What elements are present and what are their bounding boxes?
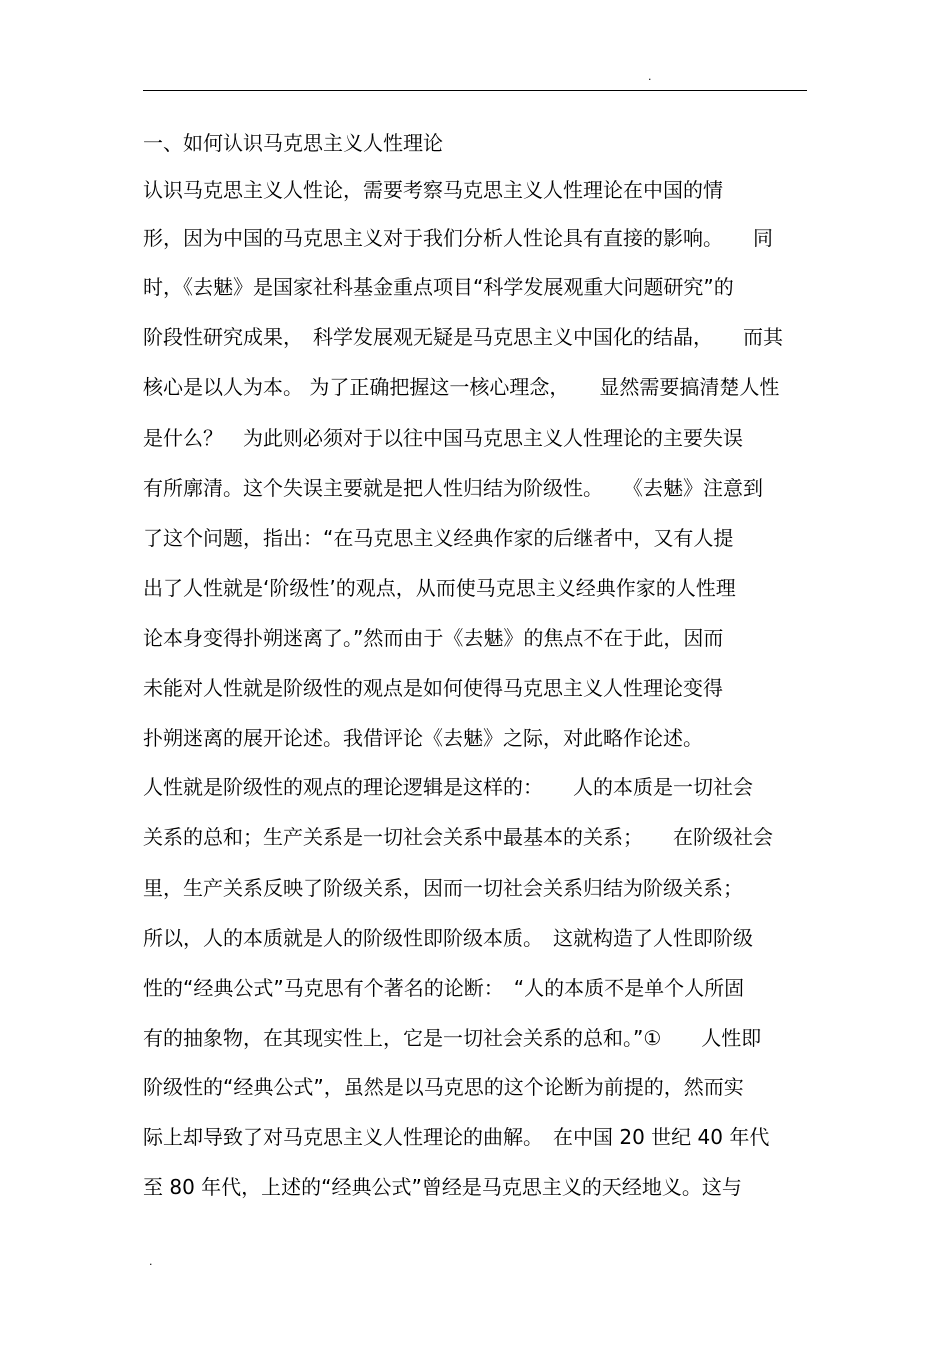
text-line: 出了人性就是‘阶级性’的观点，从而使马克思主义经典作家的人性理 <box>143 576 736 600</box>
text-line: 认识马克思主义人性论，需要考察马克思主义人性理论在中国的情 <box>143 178 723 202</box>
text-line: 是什么？ 为此则必须对于以往中国马克思主义人性理论的主要失误 <box>143 426 743 450</box>
text-line: 阶段性研究成果， 科学发展观无疑是马克思主义中国化的结晶， 而其 <box>143 325 783 349</box>
header-mark: . <box>648 70 652 83</box>
text-line: 性的“经典公式”马克思有个著名的论断： “人的本质不是单个人所固 <box>143 976 745 1000</box>
footer-mark: . <box>149 1255 153 1268</box>
text-line: 际上却导致了对马克思主义人性理论的曲解。 在中国 20 世纪 40 年代 <box>143 1125 770 1149</box>
text-line: 人性就是阶级性的观点的理论逻辑是这样的： 人的本质是一切社会 <box>143 775 753 799</box>
text-line: 有的抽象物，在其现实性上，它是一切社会关系的总和。”① 人性即 <box>143 1026 762 1050</box>
text-line: 里，生产关系反映了阶级关系，因而一切社会关系归结为阶级关系； <box>143 876 743 900</box>
header-rule <box>143 90 807 91</box>
text-line: 论本身变得扑朔迷离了。”然而由于《去魅》的焦点不在于此，因而 <box>143 626 724 650</box>
text-line: 核心是以人为本。 为了正确把握这一核心理念， 显然需要搞清楚人性 <box>143 375 780 399</box>
text-line: 形，因为中国的马克思主义对于我们分析人性论具有直接的影响。 同 <box>143 226 773 250</box>
text-line: 有所廓清。这个失误主要就是把人性归结为阶级性。 《去魅》注意到 <box>143 476 763 500</box>
text-line: 了这个问题，指出：“在马克思主义经典作家的后继者中，又有人提 <box>143 526 734 550</box>
text-line: 时，《去魅》是国家社科基金重点项目“科学发展观重大问题研究”的 <box>143 275 734 299</box>
text-line: 至 80 年代，上述的“经典公式”曾经是马克思主义的天经地义。这与 <box>143 1175 742 1199</box>
text-line: 阶级性的“经典公式”，虽然是以马克思的这个论断为前提的，然而实 <box>143 1075 744 1099</box>
text-line: 未能对人性就是阶级性的观点是如何使得马克思主义人性理论变得 <box>143 676 723 700</box>
text-line: 关系的总和；生产关系是一切社会关系中最基本的关系； 在阶级社会 <box>143 825 773 849</box>
text-line: 扑朔迷离的展开论述。我借评论《去魅》之际，对此略作论述。 <box>143 726 703 750</box>
section-title: 一、如何认识马克思主义人性理论 <box>143 131 443 155</box>
text-line: 所以，人的本质就是人的阶级性即阶级本质。 这就构造了人性即阶级 <box>143 926 753 950</box>
